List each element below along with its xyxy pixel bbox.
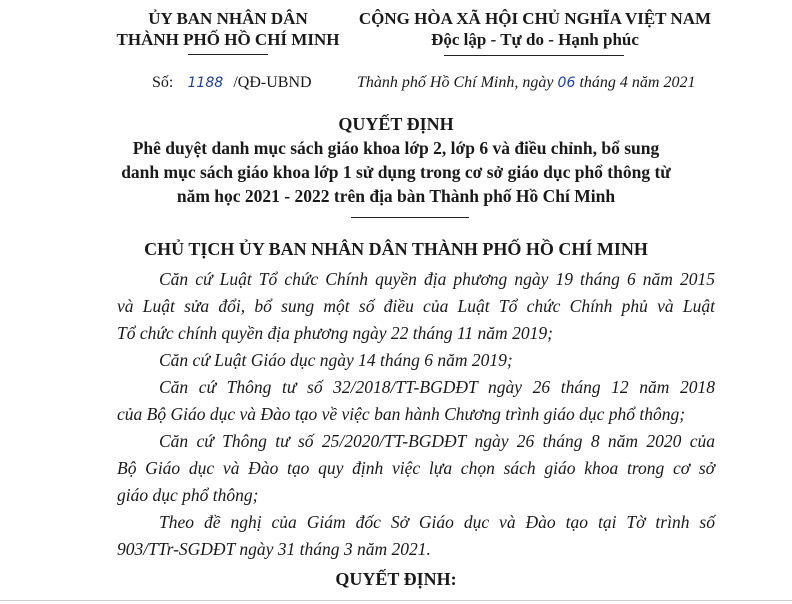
docno-handwritten: 1188: [187, 75, 224, 91]
title-line: danh mục sách giáo khoa lớp 1 sử dụng trong cơ sở giáo dục phổ thông từ: [121, 162, 671, 182]
date-suffix: tháng 4 năm 2021: [579, 74, 696, 91]
agency-underline: [188, 54, 268, 55]
basis-line: Tổ chức chính quyền địa phương ngày 22 tháng 11 năm 2019;: [117, 323, 553, 343]
document-date: [357, 74, 695, 92]
basis-line: Theo đề nghị của Giám đốc Sở Giáo dục và Đào tạo tại Tờ trình số: [159, 512, 715, 532]
basis-line: Bộ Giáo dục và Đào tạo quy định việc lựa chọn sách giáo khoa trong cơ sở: [117, 458, 715, 478]
title-line: năm học 2021 - 2022 trên địa bàn Thành phố Hồ Chí Minh: [176, 186, 616, 206]
nation-name: CỘNG HÒA XÃ HỘI CHỦ NGHĨA VIỆT NAM: [358, 9, 712, 28]
docno-label: Số:: [152, 74, 174, 91]
title-heading: QUYẾT ĐỊNH: [338, 114, 454, 134]
basis-line: giáo dục phổ thông;: [117, 485, 259, 505]
basis-line: Căn cứ Luật Giáo dục ngày 14 tháng 6 năm 2019;: [159, 350, 513, 370]
national-motto: Độc lập - Tự do - Hạnh phúc: [431, 30, 639, 49]
basis-line: 903/TTr-SGDĐT ngày 31 tháng 3 năm 2021.: [117, 539, 431, 559]
basis-line: Căn cứ Thông tư số 32/2018/TT-BGDĐT ngày 26 tháng 12 năm 2018: [159, 377, 715, 397]
basis-line: và Luật sửa đổi, bổ sung một số điều của Luật Tổ chức Chính phủ và Luật: [117, 296, 715, 316]
basis-line: Căn cứ Thông tư số 25/2020/TT-BGDĐT ngày 26 tháng 8 năm 2020 của: [159, 431, 715, 451]
motto-underline: [444, 55, 624, 56]
docno-suffix: /QĐ-UBND: [233, 74, 312, 91]
agency-name-line2: THÀNH PHỐ HỒ CHÍ MINH: [116, 30, 340, 49]
title-subject: [0, 136, 792, 208]
decision-heading: QUYẾT ĐỊNH:: [335, 569, 457, 589]
basis-line: Căn cứ Luật Tổ chức Chính quyền địa phương ngày 19 tháng 6 năm 2015: [159, 269, 715, 289]
agency-name-line1: ỦY BAN NHÂN DÂN: [148, 9, 308, 28]
basis-line: của Bộ Giáo dục và Đào tạo về việc ban hành Chương trình giáo dục phổ thông;: [117, 404, 686, 424]
date-day-handwritten: 06: [557, 75, 576, 91]
issuing-authority: CHỦ TỊCH ỦY BAN NHÂN DÂN THÀNH PHỐ HỒ CHÍ MINH: [144, 239, 648, 259]
title-underline: [351, 217, 469, 218]
date-prefix: Thành phố Hồ Chí Minh, ngày: [357, 74, 554, 91]
document-number: [152, 74, 312, 92]
legal-bases: [117, 266, 715, 563]
page-bottom-edge: [0, 600, 792, 601]
title-line: Phê duyệt danh mục sách giáo khoa lớp 2, lớp 6 và điều chỉnh, bổ sung: [132, 138, 660, 158]
